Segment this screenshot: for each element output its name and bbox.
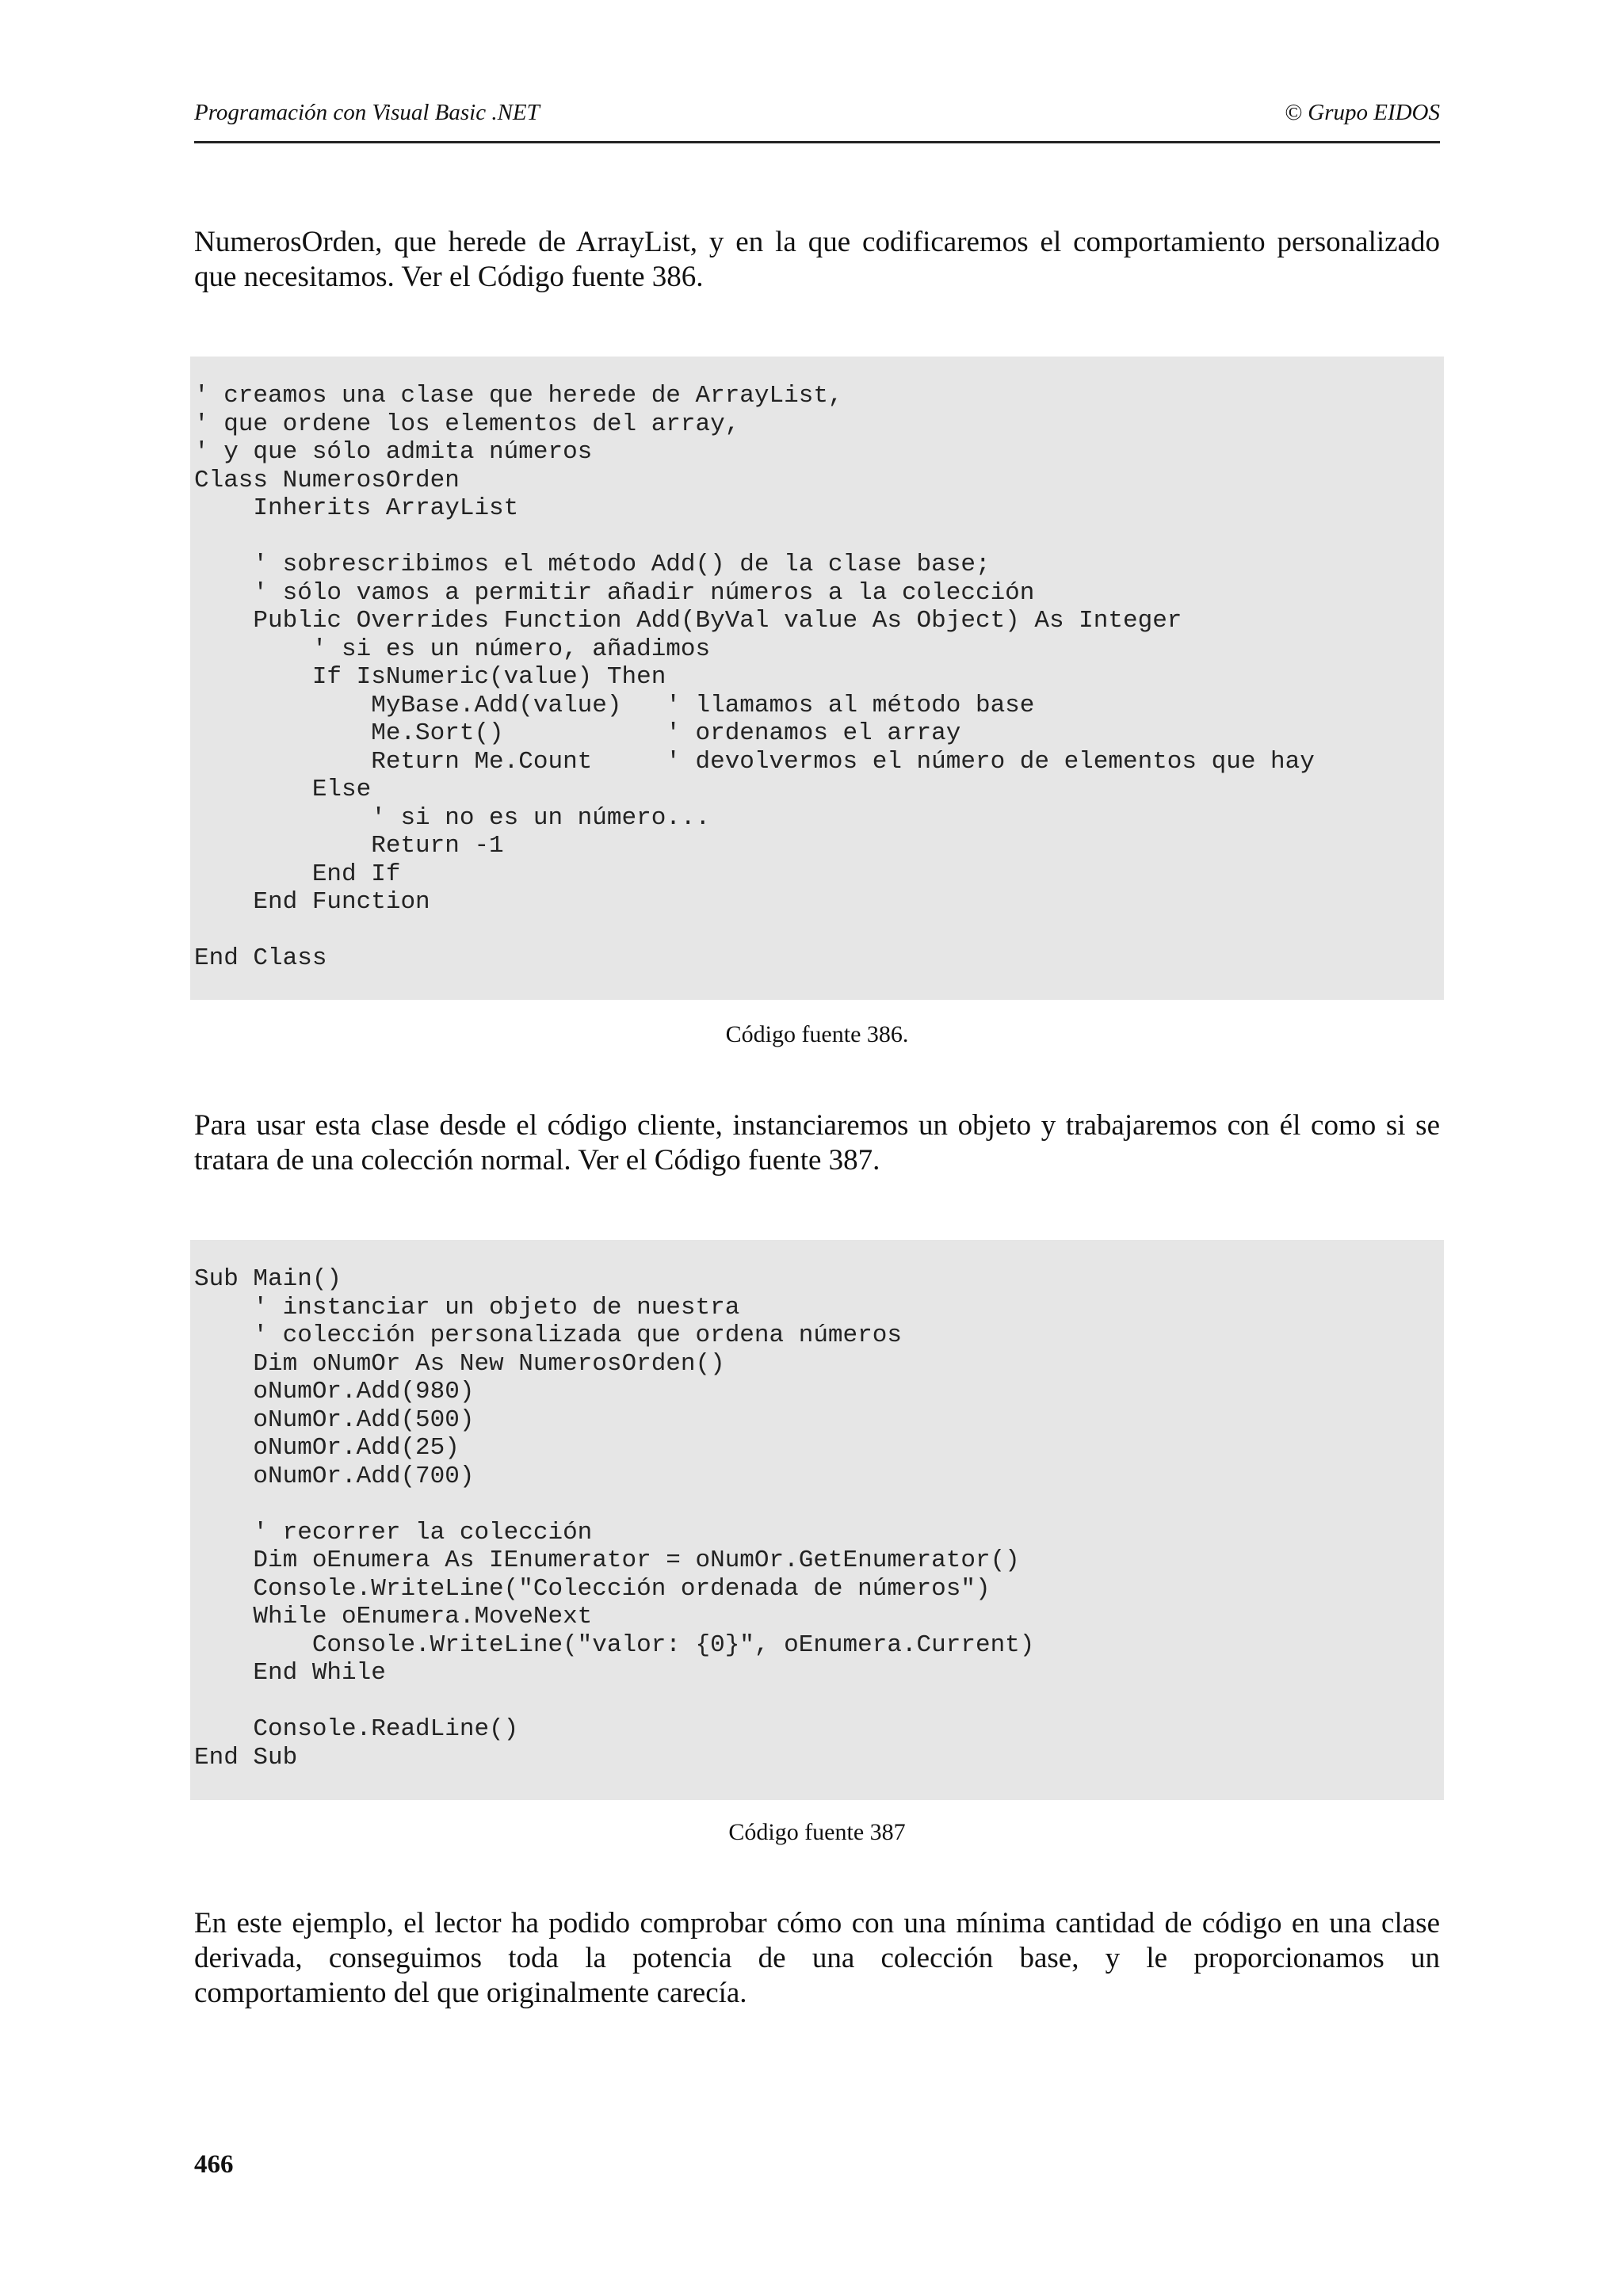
code-line: End While [194, 1659, 386, 1687]
code-line: Else [194, 776, 372, 803]
code-line: Dim oNumOr As New NumerosOrden() [194, 1349, 725, 1378]
paragraph-line: tratara de una colección normal. Ver el Código fuente 387. [194, 1144, 880, 1177]
code-line: While oEnumera.MoveNext [194, 1603, 593, 1630]
code-line [194, 1688, 1034, 1716]
code-line: Inherits ArrayList [194, 494, 519, 522]
code-line: Return Me.Count ' devolvermos el número de elementos que hay [194, 747, 1315, 776]
code-line: oNumOr.Add(700) [194, 1462, 475, 1490]
paragraph-line: comportamiento del que originalmente carecía. [194, 1977, 747, 2009]
paragraph-line: En este ejemplo, el lector ha podido comprobar cómo con una mínima cantidad de código en una clase [194, 1907, 1440, 1939]
page-number: 466 [194, 2150, 234, 2179]
code-line: Public Overrides Function Add(ByVal value As Object) As Integer [194, 607, 1182, 635]
paragraph-line: Para usar esta clase desde el código cliente, instanciaremos un objeto y trabajaremos con él como si se [194, 1109, 1440, 1142]
paragraph-line: derivada, conseguimos toda la potencia de una colección base, y le proporcionamos un [194, 1942, 1440, 1974]
code-line: End Sub [194, 1743, 298, 1772]
code-line: Return -1 [194, 832, 504, 860]
code-line: oNumOr.Add(500) [194, 1405, 475, 1434]
code-caption-387: Código fuente 387 [728, 1819, 906, 1845]
code-block-386 [190, 357, 1444, 1000]
code-line: oNumOr.Add(980) [194, 1378, 475, 1405]
paragraph-conclusion [194, 1906, 1440, 2011]
code-line [194, 1490, 1034, 1519]
publisher: © Grupo EIDOS [1284, 100, 1440, 125]
code-block-387 [190, 1240, 1444, 1800]
code-line: Console.WriteLine("Colección ordenada de números") [194, 1574, 991, 1603]
code-line: Class NumerosOrden [194, 466, 460, 494]
running-header [194, 93, 1440, 143]
paragraph-line: que necesitamos. Ver el Código fuente 386. [194, 261, 704, 293]
code-line: ' y que sólo admita números [194, 438, 593, 466]
paragraph-usage [194, 1108, 1440, 1178]
code-line: Dim oEnumera As IEnumerator = oNumOr.GetEnumerator() [194, 1547, 1020, 1574]
code-line: oNumOr.Add(25) [194, 1434, 460, 1462]
code-line: Console.WriteLine("valor: {0}", oEnumera.Current) [194, 1630, 1035, 1659]
code-line: ' recorrer la colección [194, 1518, 593, 1547]
code-listing [194, 382, 1315, 973]
book-title: Programación con Visual Basic .NET [194, 100, 540, 125]
code-line: Sub Main() [194, 1265, 342, 1293]
paragraph-line: NumerosOrden, que herede de ArrayList, y en la que codificaremos el comportamiento personalizado [194, 226, 1440, 258]
code-line: Me.Sort() ' ordenamos el array [194, 719, 961, 747]
code-line [194, 917, 1315, 945]
code-line: ' colección personalizada que ordena números [194, 1322, 902, 1349]
code-line: ' si es un número, añadimos [194, 635, 711, 663]
code-line: ' sólo vamos a permitir añadir números a la colección [194, 578, 1035, 607]
code-line: ' sobrescribimos el método Add() de la clase base; [194, 551, 991, 578]
paragraph-intro [194, 225, 1440, 295]
code-line: End Class [194, 944, 327, 972]
code-line: ' que ordene los elementos del array, [194, 410, 740, 438]
code-line: Console.ReadLine() [194, 1715, 519, 1743]
code-line: End If [194, 860, 401, 888]
code-line: ' creamos una clase que herede de ArrayList, [194, 382, 843, 410]
code-line: ' instanciar un objeto de nuestra [194, 1293, 740, 1322]
code-line [194, 523, 1315, 551]
code-line: MyBase.Add(value) ' llamamos al método base [194, 691, 1035, 719]
code-line: ' si no es un número... [194, 803, 711, 832]
code-listing [194, 1265, 1034, 1772]
code-line: End Function [194, 888, 430, 916]
code-line: If IsNumeric(value) Then [194, 663, 666, 691]
code-caption-386: Código fuente 386. [725, 1021, 909, 1047]
